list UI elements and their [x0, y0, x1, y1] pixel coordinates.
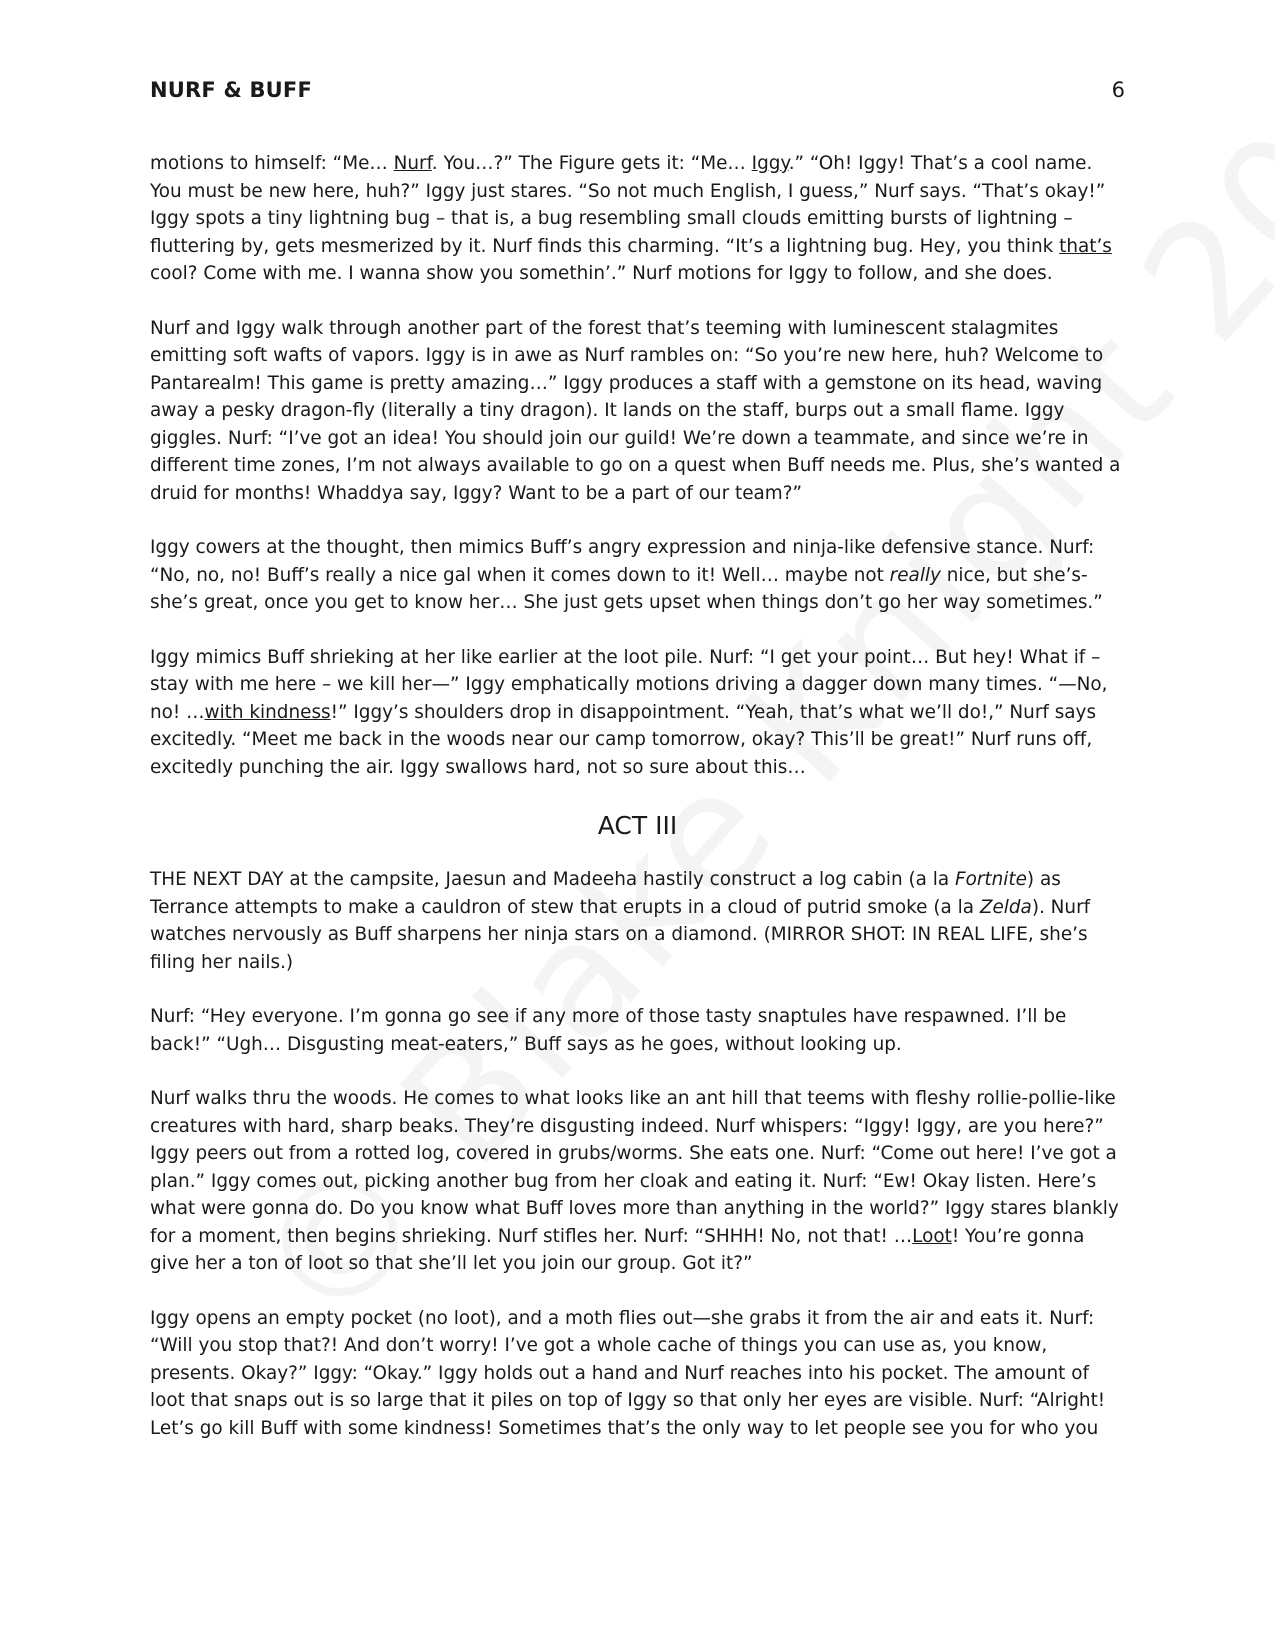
text-run: . You…?” The Figure gets it: “Me… — [431, 153, 752, 174]
underlined-text: Iggy — [751, 153, 789, 174]
text-run: ! You’re gonna give her a ton of loot so that she’ll let you join our group. Got it?” — [150, 1225, 1085, 1274]
paragraph — [150, 1085, 1125, 1278]
italic-text: Fortnite — [955, 869, 1027, 890]
text-run: ) as Terrance attempts to make a cauldron of stew that erupts in a cloud of putrid smoke (a la — [150, 869, 1061, 918]
underlined-text: that’s — [1059, 235, 1112, 257]
paragraph — [150, 150, 1125, 288]
underlined-text: with kindness — [204, 701, 331, 723]
paragraph — [150, 644, 1125, 782]
text-run: Iggy cowers at the thought, then mimics Buff’s angry expression and ninja-like defensive stance. Nurf: “No, no, no! Buff’s really a nice gal when it comes down to it! Well… maybe not — [150, 537, 1095, 586]
italic-text: Zelda — [979, 896, 1032, 918]
paragraph: Nurf: “Hey everyone. I’m gonna go see if any more of those tasty snaptules have respawned. I’ll be back!” “Ugh… Disgusting meat-eaters,” Buff says as he goes, without looking up. — [150, 1006, 1067, 1055]
underlined-text: Nurf — [393, 153, 432, 174]
text-run: THE NEXT DAY at the campsite, Jaesun and Madeeha hastily construct a log cabin (a la — [150, 869, 956, 890]
act-heading: ACT III — [597, 811, 678, 840]
paragraph: Nurf and Iggy walk through another part of the forest that’s teeming with luminescent stalagmites emitting soft wafts of vapors. Iggy is in awe as Nurf rambles on: “So you’re new here, huh? Welcome to Pantarealm! This game is pretty amazing…” Iggy produces a staff with a gemstone on its head, waving away a pesky dragon-fly (literally a tiny dragon). It lands on the staff, burps out a small flame. Iggy giggles. Nurf: “I’ve got an idea! You should join our guild! We’re down a teammate, and since we’re in different time zones, I’m not always available to go on a quest when Buff needs me. Plus, she’s wanted a druid for months! Whaddya say, Iggy? Want to be a part of our team?” — [150, 317, 1121, 504]
paragraph: Iggy opens an empty pocket (no loot), and a moth flies out—she grabs it from the air and eats it. Nurf: “Will you stop that?! And don’t worry! I’ve got a whole cache of things you can use as, you know, presents. Okay?” Iggy: “Okay.” Iggy holds out a hand and Nurf reaches into his pocket. The amount of loot that snaps out is so large that it piles on top of Iggy so that only her eyes are visible. Nurf: “Alright! Let’s go kill Buff with some kindness! Sometimes that’s the only way to let people see you for who you — [150, 1307, 1106, 1439]
text-run: cool? Come with me. I wanna show you somethin’.” Nurf motions for Iggy to follow, and she does. — [150, 263, 1053, 284]
text-run: ). Nurf watches nervously as Buff sharpens her ninja stars on a diamond. (MIRROR SHOT: IN REAL LIFE, she’s filing her nails.) — [150, 896, 1091, 973]
text-run: Iggy mimics Buff shrieking at her like earlier at the loot pile. Nurf: “I get your point… But hey! What if – stay with me here – we kill her—” Iggy emphatically motions driving a dagger down many times. “—No, no! … — [150, 646, 1108, 723]
page-number: 6 — [1111, 78, 1125, 102]
text-run: motions to himself: “Me… — [150, 153, 394, 174]
italic-text: really — [889, 564, 941, 586]
text-run: .” “Oh! Iggy! That’s a cool name. You must be new here, huh?” Iggy just stares. “So not much English, I guess,” Nurf says. “That’s okay!” Iggy spots a tiny lightning bug – that is, a bug resembling small clouds emitting bursts of lightning – fluttering by, gets mesmerized by it. Nurf finds this charming. “It’s a lightning bug. Hey, you think — [150, 153, 1106, 257]
text-run: Nurf walks thru the woods. He comes to what looks like an ant hill that teems with fleshy rollie-pollie-like creatures with hard, sharp beaks. They’re disgusting indeed. Nurf whispers: “Iggy! Iggy, are you here?” Iggy peers out from a rotted log, covered in grubs/worms. She eats one. Nurf: “Come out here! I’ve got a plan.” Iggy comes out, picking another bug from her cloak and eating it. Nurf: “Ew! Okay listen. Here’s what were gonna do. Do you know what Buff loves more than anything in the world?” Iggy stares blankly for a moment, then begins shrieking. Nurf stifles her. Nurf: “SHHH! No, not that! … — [150, 1088, 1119, 1247]
document-body — [150, 150, 1125, 1469]
text-run: nice, but she’s-she’s great, once you get to know her… She just gets upset when things don’t go her way sometimes.” — [150, 564, 1103, 613]
paragraph — [150, 866, 1125, 976]
text-run: !” Iggy’s shoulders drop in disappointment. “Yeah, that’s what we’ll do!,” Nurf says excitedly. “Meet me back in the woods near our camp tomorrow, okay? This’ll be great!” Nurf runs off, excitedly punching the air. Iggy swallows hard, not so sure about this… — [150, 701, 1097, 778]
paragraph — [150, 534, 1125, 617]
page-header-title: NURF & BUFF — [150, 78, 313, 102]
underlined-text: Loot — [912, 1225, 952, 1247]
